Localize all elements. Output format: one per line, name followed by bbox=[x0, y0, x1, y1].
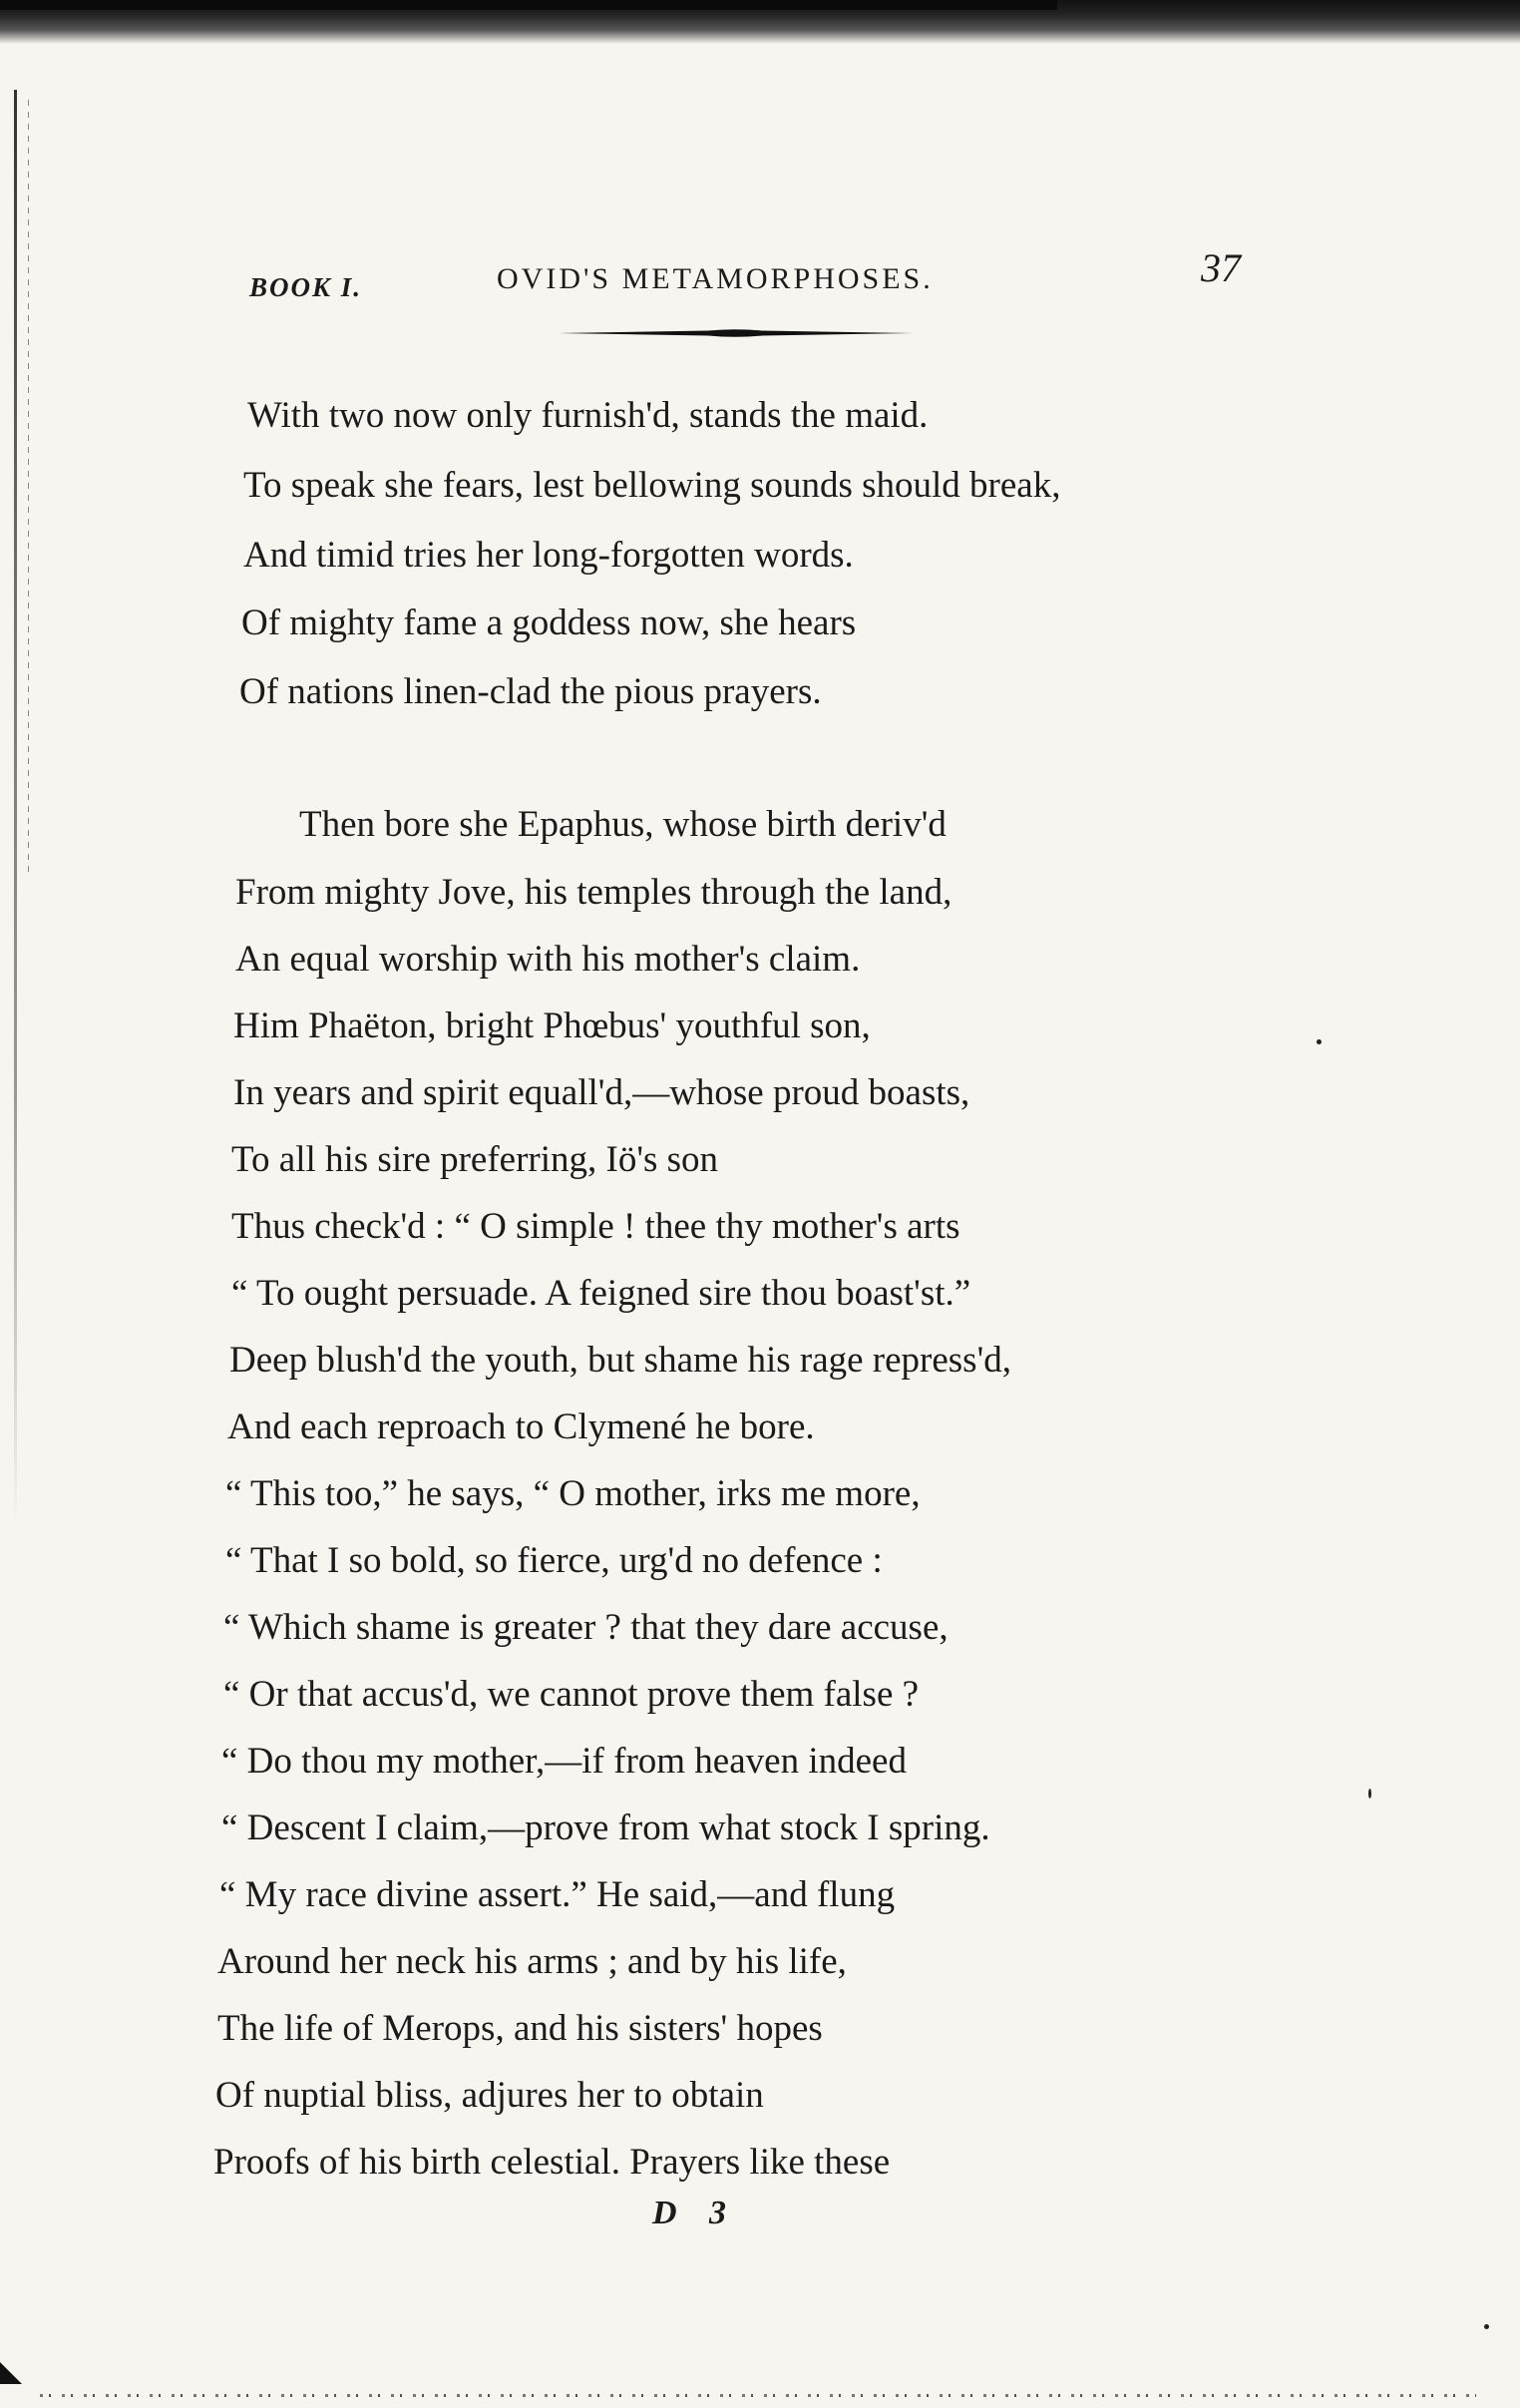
signature-mark: D 3 bbox=[652, 2195, 739, 2231]
poem-line: “ Descent I claim,—prove from what stock I spring. bbox=[221, 1807, 990, 1848]
poem-line: With two now only furnish'd, stands the maid. bbox=[247, 395, 929, 436]
poem-line: To all his sire preferring, Iö's son bbox=[231, 1139, 719, 1180]
book-label: BOOK I. bbox=[249, 272, 363, 302]
poem-line: The life of Merops, and his sisters' hopes bbox=[217, 2008, 823, 2049]
scan-speck bbox=[1484, 2324, 1489, 2329]
running-title: OVID'S METAMORPHOSES. bbox=[497, 262, 934, 295]
scan-speck bbox=[1368, 1789, 1371, 1799]
poem-line: “ My race divine assert.” He said,—and flung bbox=[219, 1874, 896, 1915]
poem-line: Around her neck his arms ; and by his life, bbox=[217, 1941, 847, 1982]
poem-line: “ That I so bold, so fierce, urg'd no defence : bbox=[225, 1540, 883, 1581]
poem-line: An equal worship with his mother's claim. bbox=[235, 939, 861, 980]
poem-line: Him Phaëton, bright Phœbus' youthful son, bbox=[233, 1005, 871, 1046]
page-number: 37 bbox=[1201, 245, 1241, 290]
poem-line: Of nuptial bliss, adjures her to obtain bbox=[215, 2075, 764, 2116]
poem-line: “ This too,” he says, “ O mother, irks me more, bbox=[225, 1473, 921, 1514]
poem-line: To speak she fears, lest bellowing sounds should break, bbox=[243, 465, 1061, 506]
poem-line: “ Which shame is greater ? that they dare accuse, bbox=[223, 1607, 949, 1648]
scan-corner-mark bbox=[0, 2362, 22, 2384]
scan-bottom-edge bbox=[40, 2394, 1476, 2397]
poem-line: Of mighty fame a goddess now, she hears bbox=[241, 602, 857, 643]
poem-line: Then bore she Epaphus, whose birth deriv'd bbox=[299, 804, 947, 845]
poem-line: “ To ought persuade. A feigned sire thou boast'st.” bbox=[231, 1273, 971, 1314]
poem-line: Deep blush'd the youth, but shame his rage repress'd, bbox=[229, 1340, 1011, 1381]
poem-line: And each reproach to Clymené he bore. bbox=[227, 1406, 815, 1447]
poem-line: “ Or that accus'd, we cannot prove them false ? bbox=[223, 1674, 920, 1715]
scan-speck bbox=[1317, 1039, 1322, 1044]
poem-line: Thus check'd : “ O simple ! thee thy mother's arts bbox=[231, 1206, 960, 1247]
poem-line: Of nations linen-clad the pious prayers. bbox=[239, 671, 822, 712]
poem-line: And timid tries her long-forgotten words. bbox=[243, 535, 854, 576]
poem-line: Proofs of his birth celestial. Prayers like these bbox=[213, 2142, 891, 2183]
poem-line: In years and spirit equall'd,—whose proud boasts, bbox=[233, 1072, 970, 1113]
poem-line: From mighty Jove, his temples through the land, bbox=[235, 872, 952, 913]
poem-line: “ Do thou my mother,—if from heaven indeed bbox=[221, 1741, 907, 1782]
